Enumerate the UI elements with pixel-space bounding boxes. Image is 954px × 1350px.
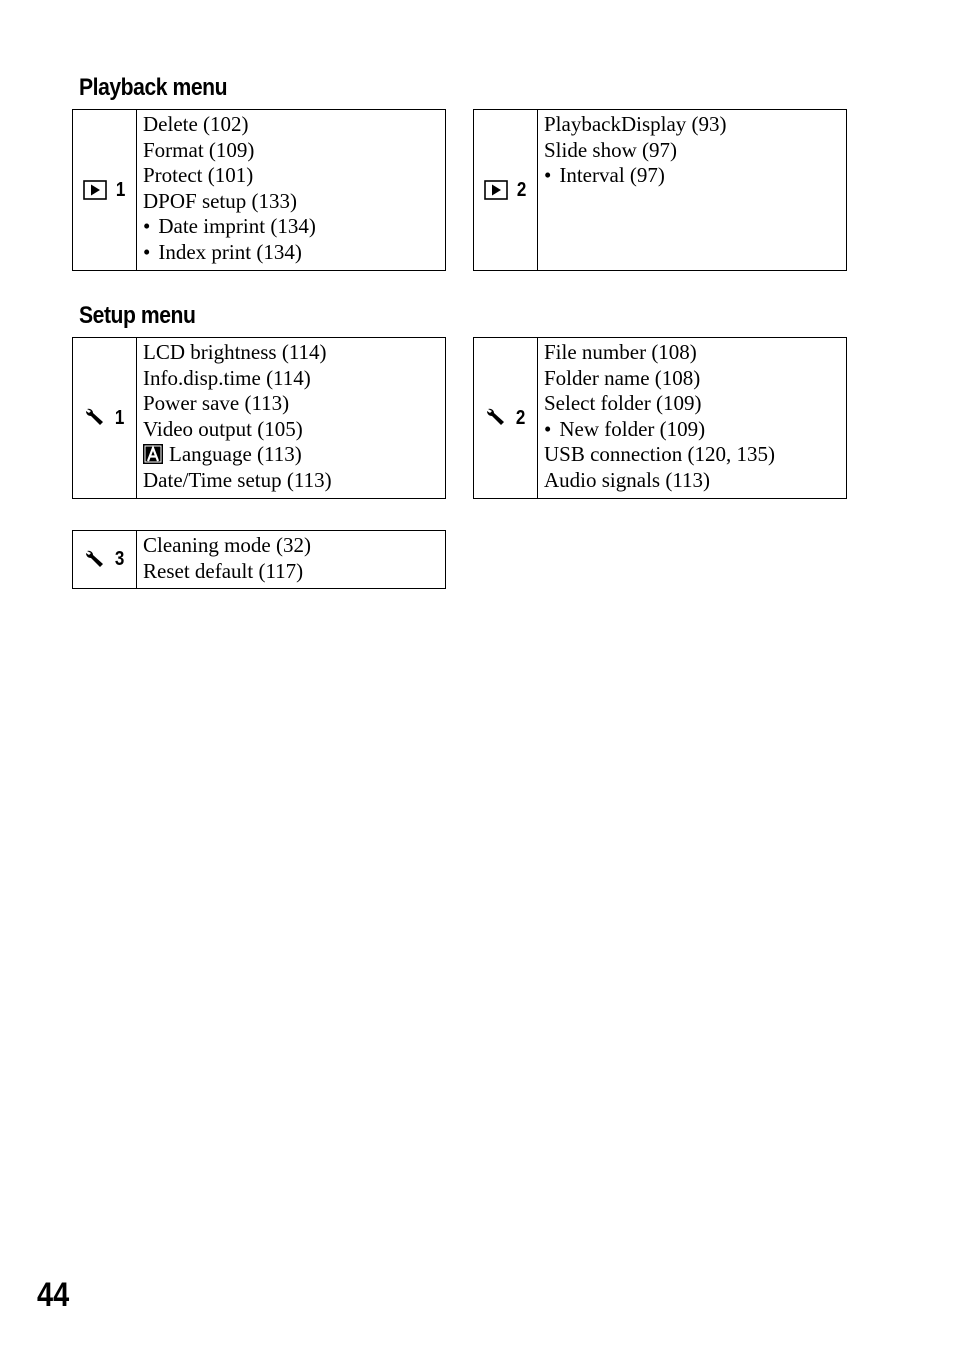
playback-menu-heading: Playback menu [79, 74, 228, 101]
menu-item: Folder name (108) [544, 365, 701, 390]
play-icon [83, 180, 107, 200]
tab-number: 2 [516, 178, 527, 201]
menu-item: Language (113) [143, 442, 439, 468]
menu-items [538, 338, 846, 498]
menu-item: Protect (101) [143, 163, 254, 188]
menu-item: File number (108) [544, 340, 697, 364]
wrench-icon [84, 549, 106, 571]
setup-menu-tab-3 [72, 530, 446, 589]
menu-item: Audio signals (113) [544, 467, 711, 492]
menu-item: Power save (113) [143, 391, 290, 416]
menu-sub-item: • New folder (109) [544, 417, 840, 443]
wrench-icon [84, 407, 106, 429]
setup-menu-tab-2 [473, 337, 847, 499]
menu-item: LCD brightness (114) [143, 340, 327, 364]
menu-item: Date/Time setup (113) [143, 467, 332, 492]
tab-label [474, 110, 538, 270]
menu-items [538, 110, 846, 270]
language-icon [143, 444, 163, 464]
menu-item: Slide show (97) [544, 137, 677, 162]
tab-label [474, 338, 538, 498]
tab-number: 3 [114, 548, 125, 570]
menu-items [137, 110, 445, 270]
menu-sub-item: • Index print (134) [143, 240, 439, 266]
tab-label [73, 531, 137, 588]
tab-number: 2 [515, 406, 526, 429]
tab-label [73, 338, 137, 498]
menu-sub-item: • Date imprint (134) [143, 214, 439, 240]
menu-item: USB connection (120, 135) [544, 442, 775, 467]
play-icon [484, 180, 508, 200]
tab-number: 1 [114, 406, 125, 429]
playback-menu-tab-1 [72, 109, 446, 271]
menu-sub-item: • Interval (97) [544, 163, 840, 189]
menu-item: DPOF setup (133) [143, 188, 298, 213]
playback-menu-tab-2 [473, 109, 847, 271]
setup-menu-tab-1 [72, 337, 446, 499]
menu-item: Reset default (117) [143, 558, 304, 583]
menu-item: Video output (105) [143, 416, 303, 441]
tab-number: 1 [115, 178, 126, 201]
menu-items [137, 531, 445, 588]
setup-menu-heading: Setup menu [79, 302, 196, 329]
menu-item: Cleaning mode (32) [143, 533, 311, 557]
wrench-icon [485, 407, 507, 429]
menu-item: Info.disp.time (114) [143, 365, 311, 390]
menu-item: PlaybackDisplay (93) [544, 112, 727, 136]
menu-items [137, 338, 445, 498]
menu-item: Select folder (109) [544, 391, 702, 416]
tab-label [73, 110, 137, 270]
page-number: 44 [37, 1276, 70, 1314]
menu-item: Delete (102) [143, 112, 249, 136]
menu-item: Format (109) [143, 137, 255, 162]
